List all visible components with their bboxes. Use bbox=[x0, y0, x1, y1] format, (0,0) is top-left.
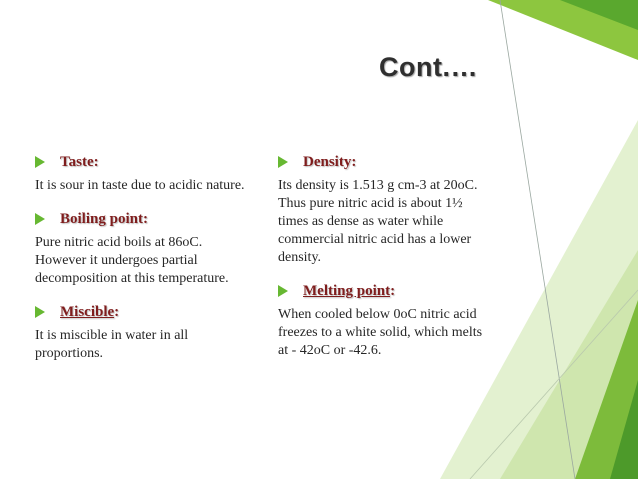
triangle-bullet-icon bbox=[35, 213, 45, 225]
miscible-body: It is miscible in water in all proportions. bbox=[35, 328, 189, 361]
density-heading-label: Density bbox=[303, 153, 352, 170]
miscible-item bbox=[35, 300, 255, 363]
miscible-heading bbox=[35, 300, 255, 324]
slide-title: Cont.… bbox=[379, 52, 478, 82]
boiling-point-heading bbox=[35, 207, 255, 231]
taste-heading-punct: : bbox=[93, 153, 99, 170]
triangle-bullet-icon bbox=[35, 306, 45, 318]
miscible-heading-label: Miscible bbox=[60, 303, 115, 320]
boiling-point-heading-label: Boiling point bbox=[60, 210, 143, 227]
density-item bbox=[278, 150, 488, 267]
taste-heading-label: Taste bbox=[60, 153, 94, 170]
right-column bbox=[278, 150, 488, 372]
density-heading-punct: : bbox=[351, 153, 357, 170]
triangle-bullet-icon bbox=[278, 156, 288, 168]
miscible-heading-punct: : bbox=[114, 303, 120, 320]
density-heading bbox=[278, 150, 488, 174]
taste-body: It is sour in taste due to acidic nature. bbox=[35, 178, 245, 193]
left-column bbox=[35, 150, 255, 375]
boiling-point-heading-punct: : bbox=[142, 210, 148, 227]
melting-point-heading bbox=[278, 279, 488, 303]
density-body: Its density is 1.513 g cm-3 at 20oC. Thus pure nitric acid is about 1½ times as dense as water while commercial nitric acid has a lower density. bbox=[278, 178, 478, 265]
melting-point-item bbox=[278, 279, 488, 360]
melting-point-heading-label: Melting point bbox=[303, 282, 391, 299]
melting-point-body: When cooled below 0oC nitric acid freezes to a white solid, which melts at - 42oC or -42.6. bbox=[278, 307, 483, 358]
melting-point-heading-punct: : bbox=[390, 282, 396, 299]
boiling-point-item bbox=[35, 207, 255, 288]
triangle-bullet-icon bbox=[278, 285, 288, 297]
taste-item bbox=[35, 150, 255, 195]
taste-heading bbox=[35, 150, 255, 174]
boiling-point-body: Pure nitric acid boils at 86oC. However it undergoes partial decomposition at this temperature. bbox=[35, 235, 229, 286]
triangle-bullet-icon bbox=[35, 156, 45, 168]
